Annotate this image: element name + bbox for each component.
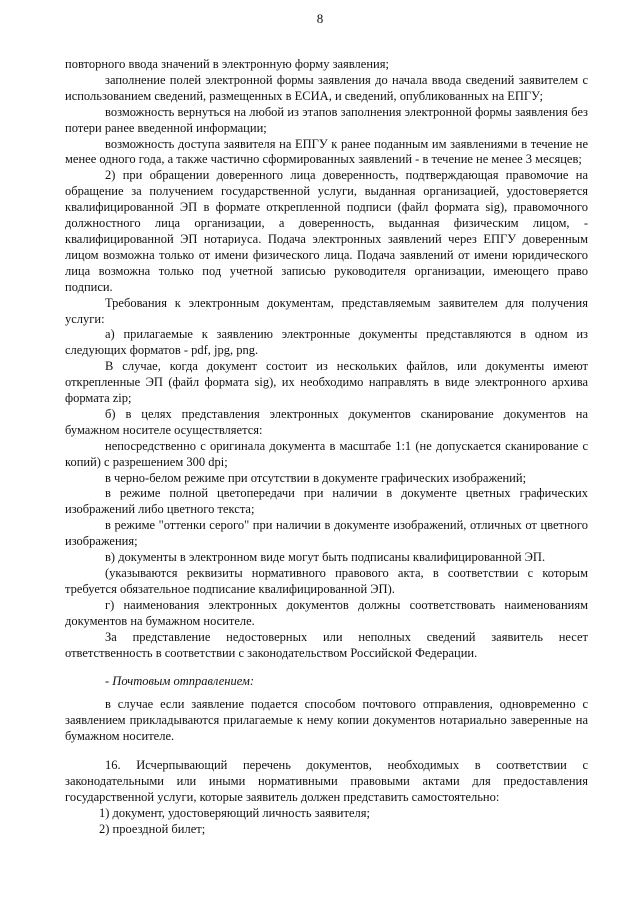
list-item: 1) документ, удостоверяющий личность заявителя; — [99, 805, 370, 820]
paragraph: возможность вернуться на любой из этапов заполнения электронной формы заявления без потери ранее введенной информации; — [65, 104, 588, 135]
paragraph: непосредственно с оригинала документа в масштабе 1:1 (не допускается сканирование с копий) с разрешением 300 dpi; — [65, 438, 588, 469]
paragraph: возможность доступа заявителя на ЕПГУ к ранее поданным им заявлениями в течение не менее одного года, а также частично сформированных заявлений - в течение не менее 3 месяцев; — [65, 136, 588, 167]
paragraph: Требования к электронным документам, представляемым заявителем для получения услуги: — [65, 295, 588, 326]
paragraph: За представление недостоверных или неполных сведений заявитель несет ответственность в соответствии с законодательством Российской Федерации. — [65, 629, 588, 660]
paragraph: (указываются реквизиты нормативного правового акта, в соответствии с которым требуется обязательное подписание квалифицированной ЭП). — [65, 566, 588, 596]
paragraph: 2) при обращении доверенного лица доверенность, подтверждающая правомочие на обращение за получением государственной услуги, выданная организацией, удостоверяется квалифицированной ЭП в формате открепленной подписи (файл формата sig), правомочного должностного лица организации, а доверенность, выданная физическим лицом, - квалифицированной ЭП нотариуса. Подача электронных заявлений через ЕПГУ доверенным лицом возможна только от имени физического лица. Подача заявлений от имени юридического лица возможна только под учетной записью руководителя организации, имеющего право подписи. — [65, 168, 588, 294]
paragraph: в черно-белом режиме при отсутствии в документе графических изображений; — [105, 470, 527, 485]
paragraph: 16. Исчерпывающий перечень документов, необходимых в соответствии с законодательными или иными нормативными правовыми актами для предоставления государственной услуги, которые заявитель должен представить самостоятельно: — [65, 758, 588, 804]
paragraph: в режиме "оттенки серого" при наличии в документе изображений, отличных от цветного изображения; — [65, 518, 588, 549]
paragraph: г) наименования электронных документов должны соответствовать наименованиям документов на бумажном носителе. — [65, 597, 588, 628]
page-number: 8 — [316, 11, 324, 26]
document-body — [65, 57, 588, 838]
paragraph: заполнение полей электронной формы заявления до начала ввода сведений заявителем с использованием сведений, размещенных в ЕСИА, и сведений, опубликованных на ЕПГУ; — [65, 72, 588, 103]
paragraph: в) документы в электронном виде могут быть подписаны квалифицированной ЭП. — [105, 550, 546, 565]
paragraph: повторного ввода значений в электронную форму заявления; — [65, 57, 389, 71]
paragraph: б) в целях представления электронных документов сканирование документов на бумажном носителе осуществляется: — [65, 406, 588, 437]
section-heading: - Почтовым отправлением: — [105, 674, 255, 689]
list-item: 2) проездной билет; — [99, 821, 206, 836]
paragraph: в режиме полной цветопередачи при наличии в документе цветных графических изображений либо цветного текста; — [65, 486, 588, 517]
paragraph: В случае, когда документ состоит из нескольких файлов, или документы имеют открепленные ЭП (файл формата sig), их необходимо направлять в виде электронного архива формата zip; — [65, 359, 588, 406]
paragraph: а) прилагаемые к заявлению электронные документы представляются в одном из следующих форматов - pdf, jpg, png. — [65, 327, 588, 358]
paragraph: в случае если заявление подается способом почтового отправления, одновременно с заявлением прикладываются прилагаемые к нему копии документов нотариально заверенные на бумажном носителе. — [65, 697, 588, 744]
